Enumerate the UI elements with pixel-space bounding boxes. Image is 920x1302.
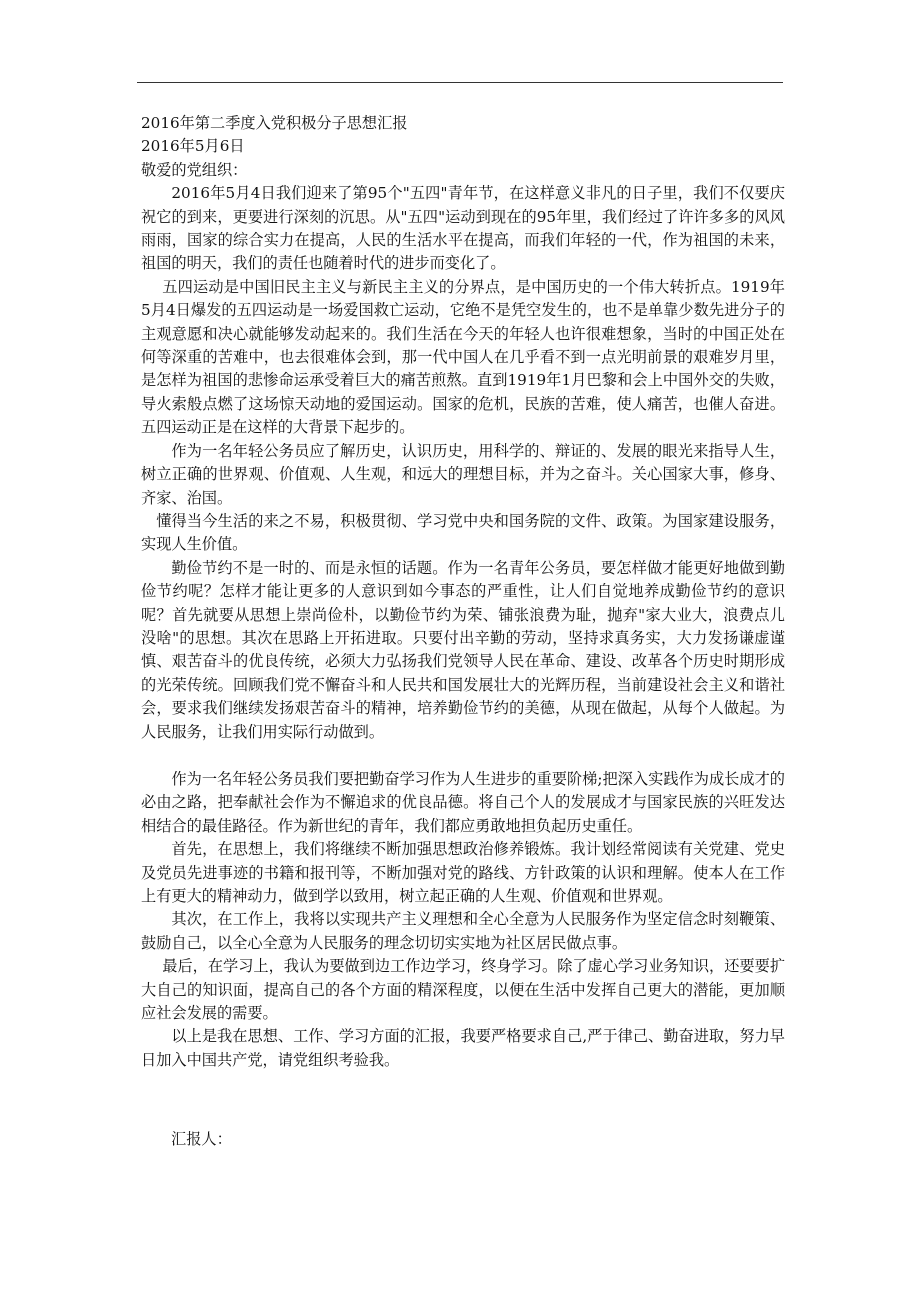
document-body bbox=[141, 112, 785, 1152]
paragraph-7: 首先，在思想上，我们将继续不断加强思想政治修养锻炼。我计划经常阅读有关党建、党史及党员先进事迹的书籍和报刊等，不断加强对党的路线、方针政策的认识和理解。使本人在工作上有更大的精神动力，做到学以致用，树立起正确的人生观、价值观和世界观。 bbox=[141, 840, 785, 905]
document-title: 2016年第二季度入党积极分子思想汇报 bbox=[141, 114, 408, 132]
paragraph-8: 其次，在工作上，我将以实现共产主义理想和全心全意为人民服务作为坚定信念时刻鞭策、鼓励自己，以全心全意为人民服务的理念切切实实地为社区居民做点事。 bbox=[141, 910, 785, 952]
paragraph-3: 作为一名年轻公务员应了解历史，认识历史，用科学的、辩证的、发展的眼光来指导人生，树立正确的世界观、价值观、人生观，和远大的理想目标，并为之奋斗。关心国家大事，修身、齐家、治国。 bbox=[141, 441, 785, 507]
signature-spacer bbox=[141, 1072, 785, 1128]
paragraph-10: 以上是我在思想、工作、学习方面的汇报，我要严格要求自己,严于律己、勤奋进取，努力早日加入中国共产党，请党组织考验我。 bbox=[141, 1027, 785, 1069]
salutation: 敬爱的党组织： bbox=[141, 160, 248, 179]
header-rule bbox=[137, 82, 783, 83]
paragraph-9: 最后，在学习上，我认为要做到边工作边学习，终身学习。除了虚心学习业务知识，还要要扩大自己的知识面，提高自己的各个方面的精深程度，以便在生活中发挥自己更大的潜能，更加顺应社会发展的需要。 bbox=[141, 957, 785, 1023]
paragraph-1: 2016年5月4日我们迎来了第95个"五四"青年节，在这样意义非凡的日子里，我们不仅要庆祝它的到来，更要进行深刻的沉思。从"五四"运动到现在的95年里，我们经过了许许多多的风风雨雨，国家的综合实力在提高，人民的生活水平在提高，而我们年轻的一代，作为祖国的未来，祖国的明天，我们的责任也随着时代的进步而变化了。 bbox=[141, 184, 785, 273]
paragraph-spacer bbox=[141, 744, 785, 768]
document-date: 2016年5月6日 bbox=[141, 137, 245, 156]
paragraph-6: 作为一名年轻公务员我们要把勤奋学习作为人生进步的重要阶梯;把深入实践作为成长成才的必由之路，把奉献社会作为不懈追求的优良品德。将自己个人的发展成才与国家民族的兴旺发达相结合的最佳路径。作为新世纪的青年，我们都应勇敢地担负起历史重任。 bbox=[141, 769, 785, 835]
paragraph-5: 勤俭节约不是一时的、而是永恒的话题。作为一名青年公务员，要怎样做才能更好地做到勤俭节约呢？怎样才能让更多的人意识到如今事态的严重性，让人们自觉地养成勤俭节约的意识呢？首先就要从思想上崇尚俭朴，以勤俭节约为荣、铺张浪费为耻，抛弃"家大业大，浪费点儿没啥"的思想。其次在思路上开拓进取。只要付出辛勤的劳动，坚持求真务实，大力发扬谦虚谨慎、艰苦奋斗的优良传统，必须大力弘扬我们党领导人民在革命、建设、改革各个历史时期形成的光荣传统。回顾我们党不懈奋斗和人民共和国发展壮大的光辉历程，当前建设社会主义和谐社会，要求我们继续发扬艰苦奋斗的精神，培养勤俭节约的美德，从现在做起，从每个人做起。为人民服务，让我们用实际行动做到。 bbox=[141, 558, 785, 741]
paragraph-4: 懂得当今生活的来之不易，积极贯彻、学习党中央和国务院的文件、政策。为国家建设服务，实现人生价值。 bbox=[141, 511, 785, 554]
signature-line: 汇报人： bbox=[171, 1130, 232, 1149]
paragraph-2: 五四运动是中国旧民主主义与新民主主义的分界点，是中国历史的一个伟大转折点。1919年5月4日爆发的五四运动是一场爱国救亡运动，它绝不是凭空发生的，也不是单靠少数先进分子的主观意愿和决心就能够发动起来的。我们生活在今天的年轻人也许很难想象，当时的中国正处在何等深重的苦难中，也去很难体会到，那一代中国人在几乎看不到一点光明前景的艰难岁月里，是怎样为祖国的悲惨命运承受着巨大的痛苦煎熬。直到1919年1月巴黎和会上中国外交的失败，导火索般点燃了这场惊天动地的爱国运动。国家的危机，民族的苦难，使人痛苦，也催人奋进。五四运动正是在这样的大背景下起步的。 bbox=[141, 277, 785, 437]
